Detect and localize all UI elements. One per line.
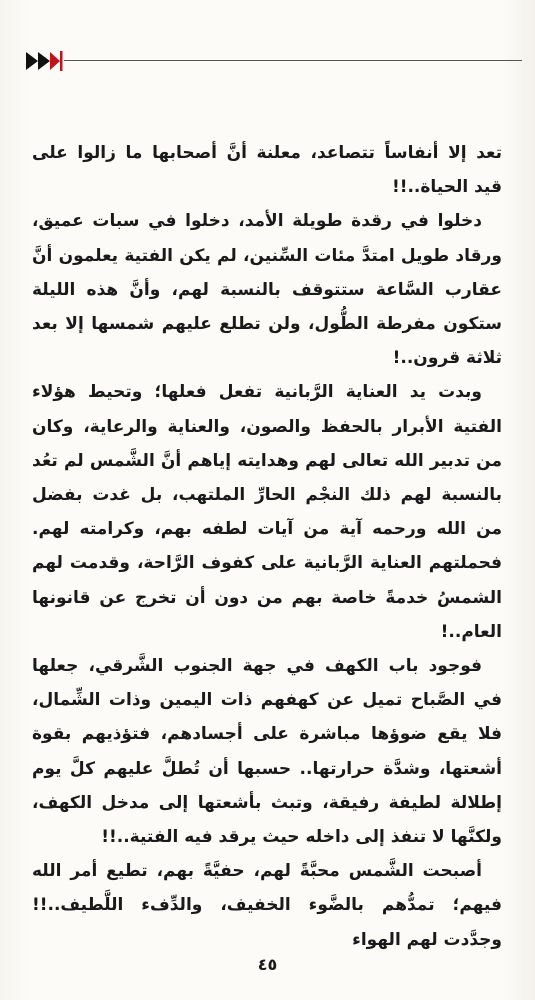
paragraph: دخلوا في رقدة طويلة الأمد، دخلوا في سبات عميق، ورقاد طويل امتدَّ مئات السِّنين، لم يكن الفتية يعلمون أنَّ عقارب السَّاعة ستتوقف بالنسبة لهم، وأنَّ هذه الليلة ستكون مفرطة الطُّول، ولن تطلع عليهم شمسها إلا بعد ثلاثة قرون..! xyxy=(32,211,502,369)
page-number: ٤٥ xyxy=(257,955,278,974)
paragraph: أصبحت الشَّمس محبَّةً لهم، حفيَّةً بهم، تطيع أمر الله فيهم؛ تمدُّهم بالضَّوء الخفيف، والدِّفء اللَّطيف..!! وجدَّدت لهم الهواء xyxy=(32,861,502,950)
paragraph: تعد إلا أنفاساً تتصاعد، معلنة أنَّ أصحابها ما زالوا على قيد الحياة..!! xyxy=(32,143,502,198)
paragraph: وبدت يد العناية الرَّبانية تفعل فعلها؛ وتحيط هؤلاء الفتية الأبرار بالحفظ والصون، والعناية والرعاية، وكان من تدبير الله تعالى لهم وهدايته إياهم أنَّ الشَّمس لم تعُد بالنسبة لهم ذلك النجْم الحارِّ الملتهب، بل غدت بفضل من الله ورحمه آية من آيات لطفه بهم، وكرامته لهم. فحملتهم العناية الرَّبانية على كفوف الرَّاحة، وقدمت لهم الشمسُ خدمةً خاصة بهم من دون أن تخرج عن قانونها العام..! xyxy=(32,382,502,642)
header-rule xyxy=(64,60,522,61)
paragraph: فوجود باب الكهف في جهة الجنوب الشَّرقي، جعلها في الصَّباح تميل عن كهفهم ذات اليمين وذات الشِّمال، فلا يقع ضوؤها مباشرة على أجسادهم، فتؤذيهم بقوة أشعتها، وشدَّة حرارتها.. حسبها أن تُطلَّ عليهم كلَّ يوم إطلالة لطيفة رفيقة، وتبث بأشعتها إلى مدخل الكهف، ولكنَّها لا تنفذ إلى داخله حيث يرقد فيه الفتية..!! xyxy=(32,656,502,848)
triangle-arrows-icon xyxy=(22,48,64,74)
body-text xyxy=(32,136,502,957)
page-header xyxy=(22,48,522,74)
